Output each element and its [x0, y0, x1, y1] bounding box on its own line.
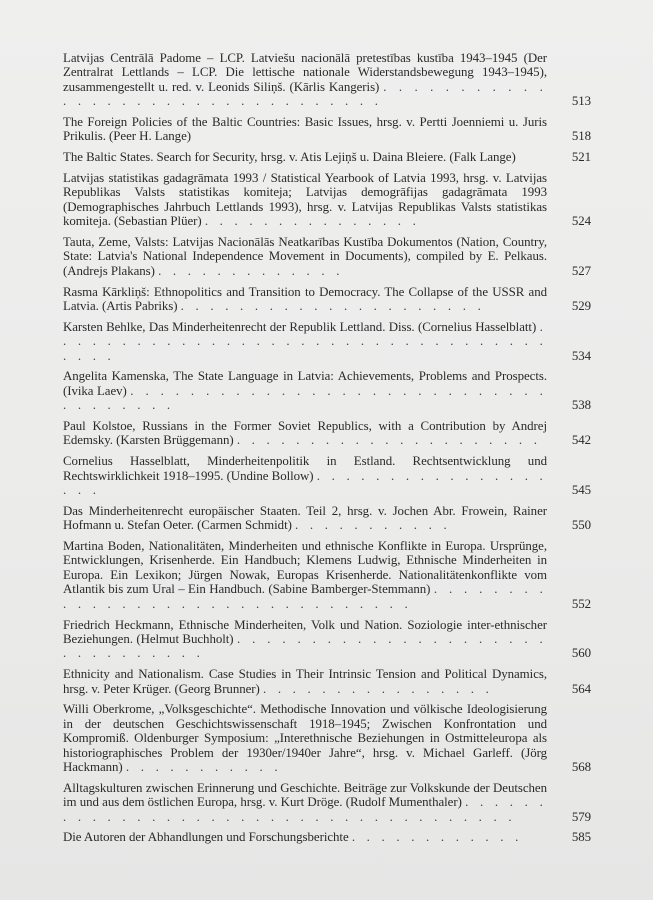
toc-entry-page: 529: [571, 299, 591, 314]
toc-entry: [63, 150, 591, 164]
dot-leader: . . . . . . . . . . . .: [351, 830, 523, 845]
toc-entry: [63, 454, 591, 497]
toc-entry: [63, 51, 591, 109]
toc-entry-title: Cornelius Hasselblatt, Minderheitenpolitik in Estland. Rechtsentwicklung und Rechtswirklichkeit 1918–1995. (Undine Bollow): [63, 454, 547, 483]
dot-leader: . . . . . . . . . . . . . . . . . . . . . . . . . . . . . . .: [63, 631, 547, 661]
toc-entry-title: Rasma Kārkliņš: Ethnopolitics and Transition to Democracy. The Collapse of the USSR and Latvia. (Artis Pabriks): [63, 284, 547, 314]
toc-entry-page: 538: [571, 398, 591, 413]
toc-entry: [63, 369, 591, 412]
toc-entry-title: Friedrich Heckmann, Ethnische Minderheiten, Volk und Nation. Soziologie inter-ethnischer Beziehungen. (Helmut Buchholt): [63, 617, 547, 646]
toc-entry: [63, 320, 591, 363]
dot-leader: . . . . . . . . . . . . .: [158, 263, 344, 278]
toc-entry: [63, 539, 591, 611]
toc-entry-page: 550: [571, 518, 591, 533]
dot-leader: . . . . . . . . . . . . . . . . . . . . . . . . . . . . . . . . . . . .: [63, 383, 547, 413]
toc-entry: [63, 618, 591, 661]
toc-entry-page: 527: [571, 263, 591, 278]
table-of-contents: [63, 51, 591, 851]
toc-entry-title: The Foreign Policies of the Baltic Countries: Basic Issues, hrsg. v. Pertti Joenniemi u. Juris Prikulis. (Peer H. Lange): [63, 115, 547, 144]
toc-entry: [63, 830, 591, 844]
dot-leader: . . . . . . . . . . . . . . . . . . .: [63, 468, 547, 498]
toc-entry-title: Ethnicity and Nationalism. Case Studies in Their Intrinsic Tension and Political Dynamics, hrsg. v. Peter Krüger. (Georg Brunner): [63, 667, 547, 696]
dot-leader: . . . . . . . . . . . . . . . . . . . . . . . . . . . . . . . . . . . . . .: [63, 319, 547, 363]
toc-entry-page: 518: [571, 129, 591, 144]
dot-leader: . . . . . . . . . . .: [295, 518, 451, 533]
toc-entry-page: 585: [571, 830, 591, 845]
toc-entry-page: 545: [571, 483, 591, 498]
toc-entry-title: Latvijas Centrālā Padome – LCP. Latviešu nacionālā pretestības kustība 1943–1945 (Der Zentralrat Lettlands – LCP. Die lettische nationale Widerstandsbewegung 1943–1945), zusammengestellt u. red. v. Leonids Siliņš. (Kārlis Kangeris): [63, 51, 547, 94]
toc-entry: [63, 171, 591, 229]
toc-entry: [63, 235, 591, 278]
toc-entry: [63, 115, 591, 144]
dot-leader: . . . . . . . . . . .: [125, 759, 282, 774]
dot-leader: . . . . . . . . . . . . . . . . . . . . . . . . . . . . . . . . .: [63, 79, 547, 109]
toc-entry: [63, 504, 591, 533]
toc-entry-page: 552: [571, 596, 591, 611]
dot-leader: . . . . . . . . . . . . . . . . . . . . . . . . . . . . . . . .: [63, 582, 547, 611]
toc-entry-page: 534: [571, 348, 591, 363]
toc-entry: [63, 285, 591, 314]
toc-entry-page: 579: [571, 809, 591, 824]
dot-leader: . . . . . . . . . . . . . . .: [204, 214, 421, 229]
toc-entry-title: Martina Boden, Nationalitäten, Minderheiten und ethnische Konflikte in Europa. Ursprünge, Entwicklungen, Krisenherde. Ein Handbuch; Klemens Ludwig, Ethnische Minderheiten in Europa. Ein Lexikon; Jürgen Nowak, Europas Krisenherde. Nationalitätenkonflikte vom Atlantik bis zum Ural – Ein Handbuch. (Sabine Bamberger-Stemmann): [63, 539, 547, 597]
toc-entry-title: Paul Kolstoe, Russians in the Former Soviet Republics, with a Contribution by Andrej Edemsky. (Karsten Brüggemann): [63, 419, 547, 448]
toc-entry: [63, 702, 591, 774]
toc-entry-title: Das Minderheitenrecht europäischer Staaten. Teil 2, hrsg. v. Jochen Abr. Frowein, Rainer Hofmann u. Stefan Oeter. (Carmen Schmidt): [63, 503, 547, 533]
toc-entry: [63, 781, 591, 824]
toc-entry-title: Willi Oberkrome, „Volksgeschichte“. Methodische Innovation und völkische Ideologisierung in der deutschen Geschichtswissenschaft 1918–1945; Zwischen Konfrontation und Kompromiß. Oldenburger Symposium: „Interethnische Beziehungen in Ostmitteleuropa als historiographisches Problem der 1930er/1940er Jahre“, hrsg. v. Michael Garleff. (Jörg Hackmann): [63, 702, 547, 774]
toc-entry-title: Angelita Kamenska, The State Language in Latvia: Achievements, Problems and Prospects. (Ivika Laev): [63, 369, 547, 398]
toc-entry-title: Karsten Behlke, Das Minderheitenrecht der Republik Lettland. Diss. (Cornelius Hasselblatt): [63, 319, 537, 334]
toc-entry: [63, 419, 591, 448]
toc-entry-page: 513: [571, 94, 591, 109]
toc-entry-page: 521: [571, 150, 591, 165]
toc-entry-page: 564: [571, 681, 591, 696]
toc-entry-page: 524: [571, 214, 591, 229]
toc-entry: [63, 667, 591, 696]
dot-leader: . . . . . . . . . . . . . . . . . . . . .: [180, 299, 486, 314]
dot-leader: . . . . . . . . . . . . . . . . . . . . . . . . . . . . . . . . . . . . .: [63, 795, 547, 824]
toc-entry-page: 542: [571, 433, 591, 448]
toc-entry-title: Alltagskulturen zwischen Erinnerung und Geschichte. Beiträge zur Volkskunde der Deutschen im und aus dem östlichen Europa, hrsg. v. Kurt Dröge. (Rudolf Mumenthaler): [63, 780, 547, 810]
dot-leader: . . . . . . . . . . . . . . . .: [262, 681, 494, 696]
toc-entry-title: Latvijas statistikas gadagrāmata 1993 / Statistical Yearbook of Latvia 1993, hrsg. v. Latvijas Republikas Valsts statistikas komiteja; Latvijas demogrāfijas gadagrāmata 1993 (Demographisches Jahrbuch Lettlands 1993), hrsg. v. Latvijas Republikas Valsts statistikas komiteja. (Sebastian Plüer): [63, 171, 547, 229]
toc-entry-title: Tauta, Zeme, Valsts: Latvijas Nacionālās Neatkarības Kustība Dokumentos (Nation, Country, State: Latvia's National Independence Movement in Documents), compiled by E. Pelkaus. (Andrejs Plakans): [63, 235, 547, 278]
toc-entry-page: 560: [571, 646, 591, 661]
toc-entry-title: The Baltic States. Search for Security, hrsg. v. Atis Lejiņš u. Daina Bleiere. (Falk Lange): [63, 150, 516, 165]
toc-entry-title: Die Autoren der Abhandlungen und Forschungsberichte: [63, 830, 349, 845]
dot-leader: . . . . . . . . . . . . . . . . . . . . .: [236, 433, 542, 448]
toc-entry-page: 568: [571, 759, 591, 774]
